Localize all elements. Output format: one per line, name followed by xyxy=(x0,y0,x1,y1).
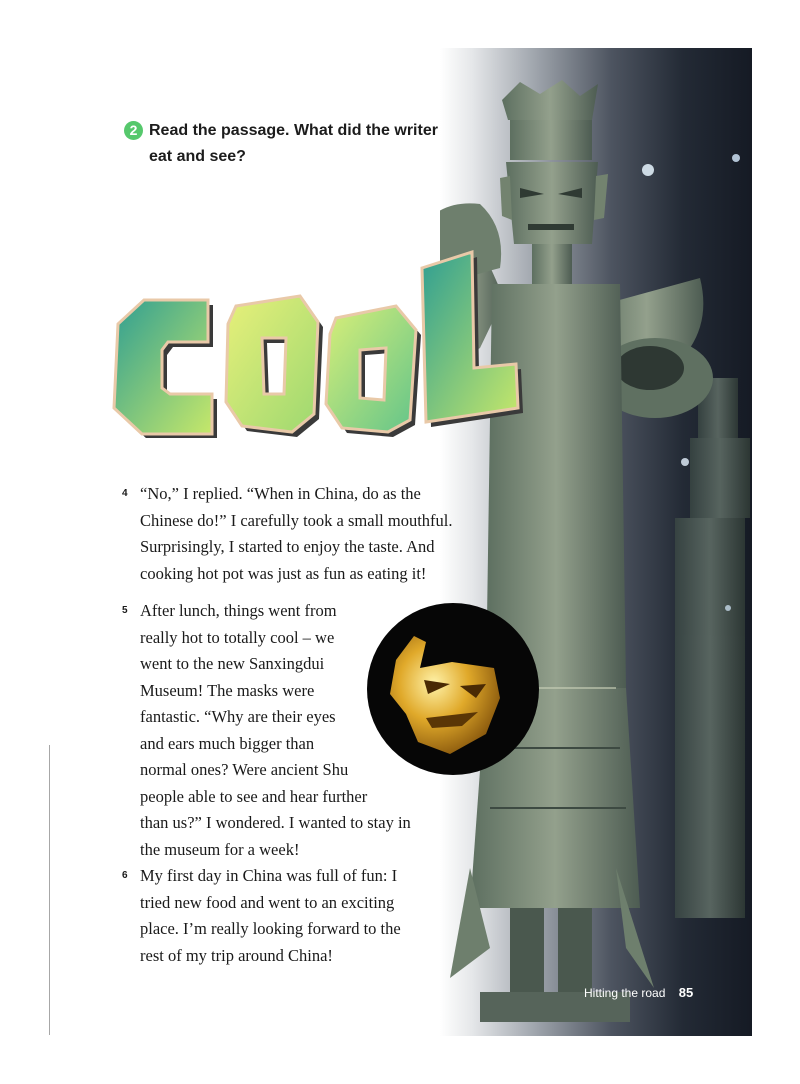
paragraph-line: Chinese do!” I carefully took a small mouthful. xyxy=(140,510,453,530)
paragraph-line: rest of my trip around China! xyxy=(140,945,333,965)
paragraph-line: Surprisingly, I started to enjoy the taste. And xyxy=(140,537,435,556)
unit-title: Hitting the road xyxy=(584,986,666,1000)
task-number-badge: 2 xyxy=(124,121,143,140)
paragraph-line: really hot to totally cool – we xyxy=(140,627,335,647)
bronze-statue-illustration xyxy=(440,48,752,1036)
page-footer xyxy=(584,985,693,1000)
paragraph-line: place. I’m really looking forward to the xyxy=(140,919,401,938)
page-number: 85 xyxy=(678,985,694,1000)
paragraph-line: “No,” I replied. “When in China, do as the xyxy=(140,484,421,503)
paragraph-line: After lunch, things went from xyxy=(140,601,337,620)
margin-rule xyxy=(49,745,50,1035)
paragraph-number: 5 xyxy=(122,605,128,616)
paragraph-line: people able to see and hear further xyxy=(140,786,368,806)
paragraph-line: went to the new Sanxingdui xyxy=(140,654,325,673)
paragraph-number: 6 xyxy=(122,870,128,881)
paragraph-4 xyxy=(122,481,453,587)
paragraph-6 xyxy=(122,863,401,969)
cool-title-graphic xyxy=(104,238,534,438)
paragraph-line: cooking hot pot was just as fun as eating it! xyxy=(140,563,427,583)
paragraph-line: My first day in China was full of fun: I xyxy=(140,866,398,885)
paragraph-line: and ears much bigger than xyxy=(140,733,315,753)
paragraph-line: normal ones? Were ancient Shu xyxy=(140,760,349,779)
letter-o-first xyxy=(226,296,318,432)
letter-o-second xyxy=(326,306,416,432)
paragraph-line: than us?” I wondered. I wanted to stay in xyxy=(140,813,411,832)
letter-l xyxy=(422,252,518,422)
paragraph-line: fantastic. “Why are their eyes xyxy=(140,707,336,726)
golden-mask-photo xyxy=(366,602,540,776)
paragraph-line: tried new food and went to an exciting xyxy=(140,892,395,912)
letter-c xyxy=(114,300,212,434)
paragraph-text xyxy=(140,481,453,587)
paragraph-text xyxy=(140,863,401,969)
task-instruction: Read the passage. What did the writer eat and see? xyxy=(149,122,438,165)
paragraph-number: 4 xyxy=(122,488,128,499)
main-statue xyxy=(440,80,713,1022)
bronze-statue-photo xyxy=(440,48,752,1036)
paragraph-line: the museum for a week! xyxy=(140,839,300,859)
paragraph-line: Museum! The masks were xyxy=(140,680,315,700)
